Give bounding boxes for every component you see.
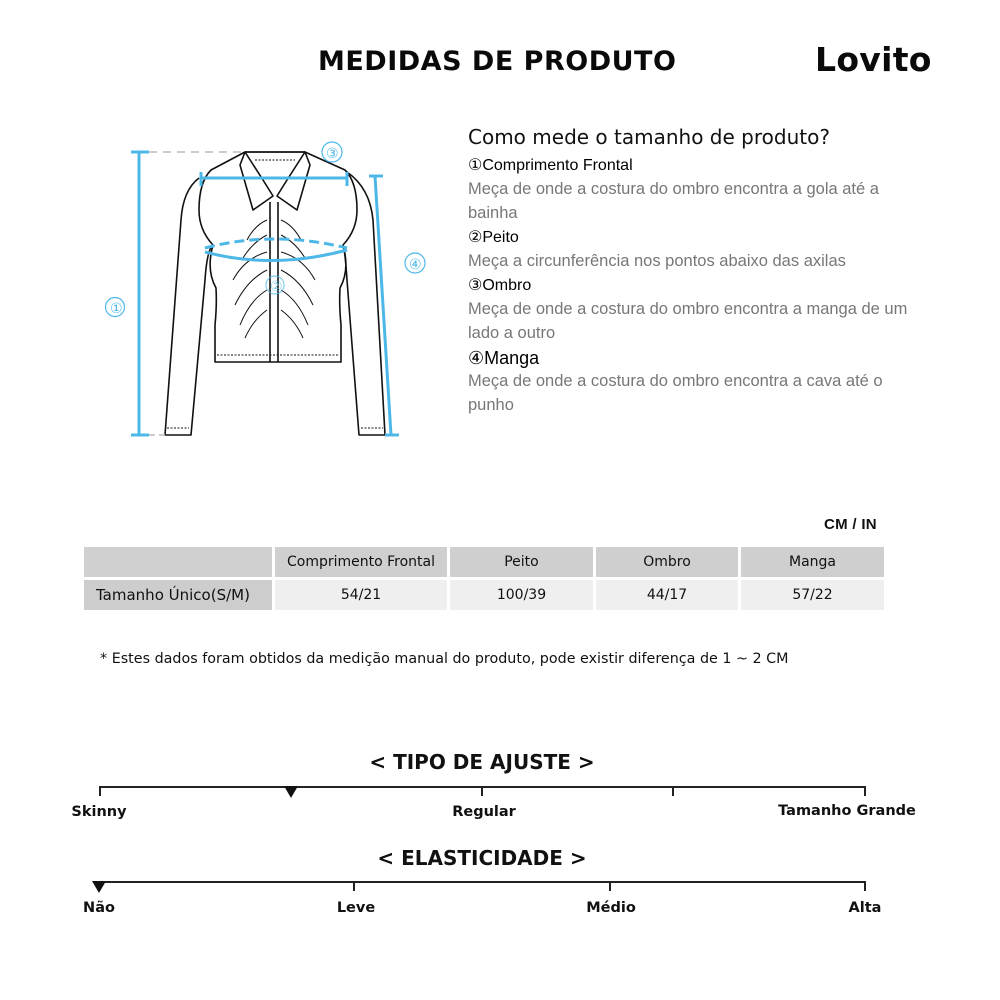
elasticity-label-alta: Alta (848, 900, 882, 916)
table-row (84, 580, 884, 610)
how-to-measure-heading: Como mede o tamanho de produto? (468, 125, 830, 149)
fit-type-tick (864, 786, 866, 796)
label-2: ② (270, 279, 283, 295)
fit-type-tick (481, 786, 483, 796)
elasticity-label-nao: Não (83, 900, 115, 916)
table-cell: 44/17 (596, 580, 738, 610)
measure-item-description: Meça de onde a costura do ombro encontra a gola até a bainha (468, 180, 879, 222)
measure-item-title: ①Comprimento Frontal (468, 157, 633, 174)
label-1: ① (110, 301, 123, 317)
measure-item-title: ③Ombro (468, 277, 532, 294)
elasticity-label-medio: Médio (586, 900, 636, 916)
fit-label-regular: Regular (452, 804, 516, 820)
measurement-note: * Estes dados foram obtidos da medição manual do produto, pode existir diferença de 1 ~ 2 CM (100, 651, 789, 667)
table-header-cell: Peito (450, 547, 593, 577)
elasticity-tick (864, 881, 866, 891)
fit-type-marker-icon (284, 786, 298, 798)
how-to-measure-section (468, 125, 928, 419)
table-header-row (84, 547, 884, 577)
size-name-cell: Tamanho Único(S/M) (84, 580, 272, 610)
table-cell: 54/21 (275, 580, 447, 610)
table-header-cell: Comprimento Frontal (275, 547, 447, 577)
unit-label: CM / IN (824, 516, 877, 533)
brand-logo: Lovito (815, 40, 932, 79)
measure-item-description: Meça a circunferência nos pontos abaixo das axilas (468, 252, 846, 270)
measure-item-front-length (468, 155, 928, 225)
page-title: MEDIDAS DE PRODUTO (318, 46, 677, 77)
measure-item-description: Meça de onde a costura do ombro encontra a manga de um lado a outro (468, 300, 908, 342)
elasticity-tick (353, 881, 355, 891)
elasticity-tick (609, 881, 611, 891)
fit-type-tick (672, 786, 674, 796)
fit-label-skinny: Skinny (71, 804, 127, 820)
table-header-cell: Manga (741, 547, 884, 577)
table-cell: 57/22 (741, 580, 884, 610)
measure-item-chest (468, 227, 928, 273)
measure-item-title: ②Peito (468, 229, 519, 246)
measure-item-shoulder (468, 275, 928, 345)
elasticity-label-leve: Leve (336, 900, 376, 916)
shirt-measurement-diagram (95, 130, 440, 450)
elasticity-scale-line (99, 881, 866, 883)
fit-label-large: Tamanho Grande (778, 803, 916, 819)
table-header-cell: Ombro (596, 547, 738, 577)
fit-type-tick (99, 786, 101, 796)
measure-item-sleeve (468, 347, 928, 417)
elasticity-title: < ELASTICIDADE > (377, 846, 587, 870)
measure-item-description: Meça de onde a costura do ombro encontra a cava até o punho (468, 372, 883, 414)
size-table (81, 544, 887, 613)
measure-item-title: ④Manga (468, 348, 540, 368)
elasticity-marker-icon (92, 881, 106, 893)
table-header-cell (84, 547, 272, 577)
label-3: ③ (326, 146, 339, 162)
table-cell: 100/39 (450, 580, 593, 610)
label-4: ④ (409, 257, 422, 273)
fit-type-title: < TIPO DE AJUSTE > (369, 750, 595, 774)
